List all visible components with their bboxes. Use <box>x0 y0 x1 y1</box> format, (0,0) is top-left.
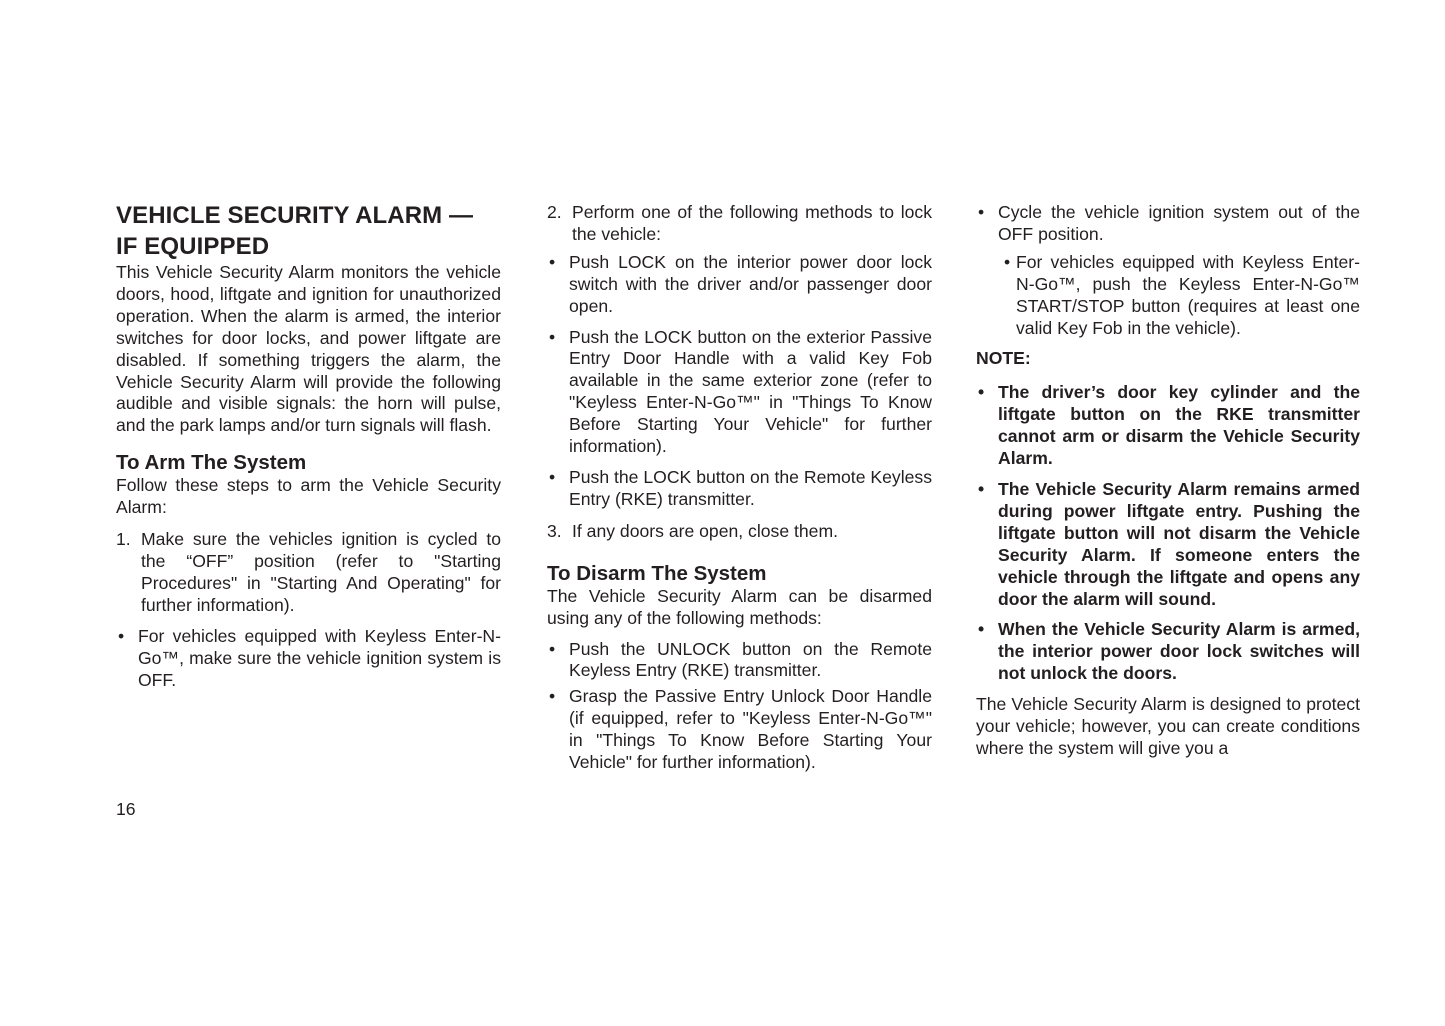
note-item <box>976 382 1360 470</box>
step-3-number: 3. <box>547 520 562 541</box>
bullet-icon: • <box>549 686 556 707</box>
bullet-icon: • <box>549 638 556 659</box>
bullet-text: Push the UNLOCK button on the Remote Keyless Entry (RKE) transmitter. <box>569 638 932 681</box>
step-2-text: Perform one of the following methods to lock the vehicle: <box>572 202 932 244</box>
column-right <box>976 200 1360 760</box>
bullet-icon: • <box>978 202 985 222</box>
bullet-text: Cycle the vehicle ignition system out of the OFF position. <box>998 202 1360 244</box>
note-text: The driver’s door key cylinder and the liftgate button on the RKE transmitter cannot arm or disarm the Vehicle Security Alarm. <box>998 382 1360 469</box>
bullet-icon: • <box>978 382 985 403</box>
bullet-text: For vehicles equipped with Keyless Enter-N-Go™, make sure the vehicle ignition system is OFF. <box>138 625 501 690</box>
arm-heading: To Arm The System <box>116 451 307 475</box>
bullet-icon: • <box>1004 251 1011 272</box>
bullet-icon: • <box>118 625 125 646</box>
step-2-number: 2. <box>547 202 562 222</box>
bullet-icon: • <box>549 326 556 347</box>
bullet-text: Push the LOCK button on the Remote Keyless Entry (RKE) transmitter. <box>569 466 932 509</box>
step-3 <box>547 521 932 543</box>
list-item <box>547 327 932 458</box>
list-item <box>976 202 1360 246</box>
disarm-heading: To Disarm The System <box>547 561 767 585</box>
bullet-icon: • <box>549 251 556 272</box>
step-2 <box>547 202 932 246</box>
intro-paragraph: This Vehicle Security Alarm monitors the vehicle doors, hood, liftgate and ignition for unauthorized operation. When the alarm is armed, the interior switches for door locks, and power liftgate are disabled. If something triggers the alarm, the Vehicle Security Alarm will provide the following audible and visible signals: the horn will pulse, and the park lamps and/or turn signals will flash. <box>116 262 501 436</box>
page-number: 16 <box>116 799 136 819</box>
bullet-icon: • <box>549 466 556 487</box>
bullet-icon: • <box>978 619 985 640</box>
note-text: The Vehicle Security Alarm remains armed during power liftgate entry. Pushing the liftgate button will not disarm the Vehicle Security Alarm. If someone enters the vehicle through the liftgate and opens any door the alarm will sound. <box>998 478 1360 609</box>
list-item <box>547 639 932 683</box>
list-item <box>547 686 932 774</box>
step-1-text: Make sure the vehicles ignition is cycled to the “OFF” position (refer to "Starting Procedures" in "Starting And Operating" for further information). <box>141 529 501 615</box>
disarm-intro: The Vehicle Security Alarm can be disarmed using any of the following methods: <box>547 585 932 628</box>
step-3-text: If any doors are open, close them. <box>572 520 839 541</box>
title-line-1: VEHICLE SECURITY ALARM — <box>116 202 474 229</box>
column-middle <box>547 200 932 774</box>
note-label: NOTE: <box>976 348 1031 369</box>
page-title <box>116 200 501 262</box>
bullet-icon: • <box>978 478 985 499</box>
step-1 <box>116 529 501 617</box>
bullet-text: Push LOCK on the interior power door lock switch with the driver and/or passenger door open. <box>569 251 932 316</box>
step-1-number: 1. <box>116 529 131 550</box>
arm-intro: Follow these steps to arm the Vehicle Security Alarm: <box>116 475 501 518</box>
note-text: When the Vehicle Security Alarm is armed, the interior power door lock switches will not unlock the doors. <box>998 619 1360 684</box>
note-item <box>976 479 1360 610</box>
list-item <box>547 467 932 511</box>
bullet-text: Push the LOCK button on the exterior Passive Entry Door Handle with a valid Key Fob available in the same exterior zone (refer to "Keyless Enter-N-Go™" in "Things To Know Before Starting Your Vehicle" for further information). <box>569 326 932 457</box>
sub-bullet-text: For vehicles equipped with Keyless Enter-N-Go™, push the Keyless Enter-N-Go™ START/STOP button (requires at least one valid Key Fob in the vehicle). <box>1016 251 1360 338</box>
column-left <box>116 200 501 691</box>
list-item <box>116 626 501 692</box>
note-item <box>976 619 1360 685</box>
sub-list-item <box>976 252 1360 340</box>
title-line-2: IF EQUIPPED <box>116 233 270 260</box>
bullet-text: Grasp the Passive Entry Unlock Door Handle (if equipped, refer to "Keyless Enter-N-Go™" in "Things To Know Before Starting Your Vehicle" for further information). <box>569 686 932 773</box>
closing-paragraph: The Vehicle Security Alarm is designed to protect your vehicle; however, you can create conditions where the system will give you a <box>976 694 1360 758</box>
list-item <box>547 252 932 318</box>
